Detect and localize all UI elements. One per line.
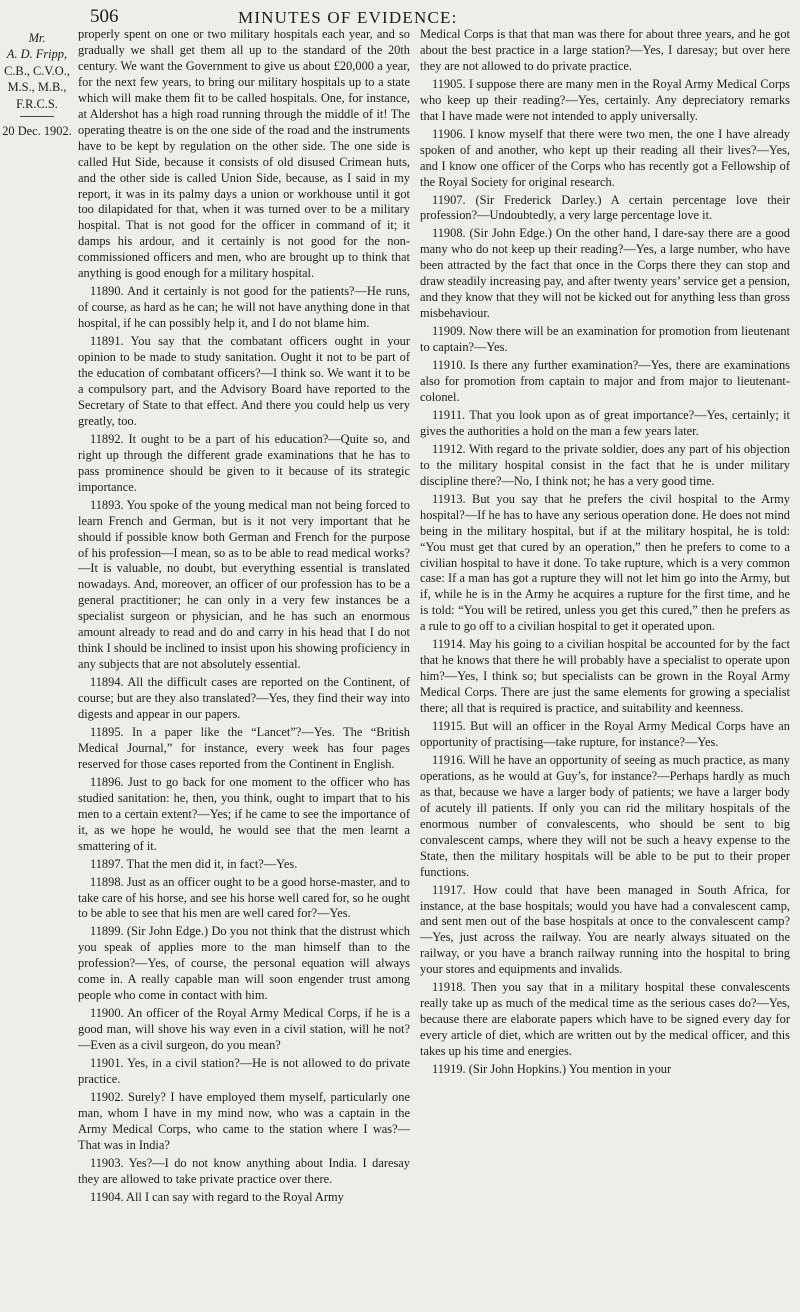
paragraph: 11891. You say that the combatant officers ought in your opinion to be made to study sanitation. Ought it not to be part of the education of combatant officers?—I think so. We want it to be a compulsory part, and the Advisory Board have reported to the Secretary of State to that effect. And there you could help us very greatly, too. <box>78 334 410 428</box>
paragraph: 11906. I know myself that there were two men, the one I have already spoken of and another, who kept up their reading all their lives?—Yes, and I know one officer of the Corps who has recently got a Fellowship of the Royal Society for original research. <box>420 126 790 189</box>
paragraph: 11899. (Sir John Edge.) Do you not think that the distrust which you speak of applies more to the man himself than to the profession?—Yes, of course, the personal equation will always come in. A really capable man will soon engender trust among people who come in contact with him. <box>78 924 410 1003</box>
paragraph: 11915. But will an officer in the Royal Army Medical Corps have an opportunity of practising—take rupture, for instance?—Yes. <box>420 719 790 749</box>
witness-fellowship: F.R.C.S. <box>16 96 58 111</box>
paragraph: 11901. Yes, in a civil station?—He is not allowed to do private practice. <box>78 1056 410 1086</box>
paragraph: 11909. Now there will be an examination for promotion from lieutenant to captain?—Yes. <box>420 324 790 355</box>
page-number: 506 <box>90 6 119 27</box>
paragraph: 11902. Surely? I have employed them myself, particularly one man, whom I have in my mind now, who was a captain in the Army Medical Corps, who came to the station where I was?—That was in India? <box>78 1089 410 1152</box>
running-title: MINUTES OF EVIDENCE: <box>238 8 458 27</box>
paragraph: 11904. All I can say with regard to the Royal Army <box>90 1189 344 1204</box>
witness-margin-note <box>2 30 72 139</box>
paragraph: 11917. How could that have been managed in South Africa, for instance, at the base hospitals; would you have had a convalescent camp, and sent men out of the base hospitals at once to the convalescent camp?—Yes, just across the railway. You are nearly always situated on the railway, or you have a branch railway running into the hospital to bring your stores and equipments and invalids. <box>420 882 790 977</box>
paragraph: 11913. But you say that he prefers the civil hospital to the Army hospital?—If he has to have any serious operation done. He does not mind being in the military hospital, but if at the military hospital, he is told: “You must get that cured by an operation,” then he prefers to come to a civilian hospital to have it done. To take rupture, which is a very common case: If a man has got a rupture they will not let him go into the Army, but if, while he is in the Army he acquires a rupture for the first time, and he is told: “You will be retired, unless you get this cured,” then he prefers as a rule to go off to a civilian hospital to get it operated upon. <box>420 491 790 634</box>
paragraph: 11914. May his going to a civilian hospital be accounted for by the fact that he knows that there he will probably have a specialist to operate upon him?—Yes, I think so; but specialists can be grown in the Royal Army Medical Corps. There are just the same elements for growing a specialist there; all that is required is practice, and suitability and keenness. <box>420 637 790 716</box>
paragraph: 11916. Will he have an opportunity of seeing as much practice, as many operations, as he would at Guy’s, for instance?—Perhaps hardly as much as that, because we have a larger body of patients; we have a larger body of acutely ill patients. If only you can rid the military hospitals of the enormous number of convalescents, who should be sent to big convalescent camps, where they will not be such a heavy expense to the State, then the military hospitals will be able to be put to their proper functions. <box>420 752 790 879</box>
paragraph: 11905. I suppose there are many men in the Royal Army Medical Corps who keep up their reading?—Yes, certainly. Any depreciatory remarks that I have made were not intended to apply universally. <box>420 76 790 123</box>
paragraph: 11898. Just as an officer ought to be a good horse-master, and to take care of his horse, and see his horse well cared for, so he ought to be able to see that his men are well cared for?—Yes. <box>78 874 410 921</box>
paragraph: 11911. That you look upon as of great importance?—Yes, certainly; it gives the authorities a hold on the man a few years later. <box>420 407 790 438</box>
paragraph: Medical Corps is that that man was there for about three years, and he got about the best practice in a large station?—Yes, I daresay; but over here they are not allowed to do private practice. <box>420 27 790 73</box>
witness-honours: C.B., C.V.O., <box>4 63 70 78</box>
right-column <box>420 27 790 1080</box>
paragraph: 11894. All the difficult cases are reported on the Continent, of course; but are they also translated?—Yes, they find their way into digests and appear in our papers. <box>78 675 410 722</box>
evidence-date: 20 Dec. 1902. <box>2 124 72 139</box>
witness-title: Mr. <box>28 31 46 45</box>
paragraph: 11895. In a paper like the “Lancet”?—Yes. The “British Medical Journal,” for instance, every week has four pages reserved for those cases reported from the Continent in English. <box>78 724 410 771</box>
paragraph: 11896. Just to go back for one moment to the officer who has studied sanitation: he, then, you think, ought to impart that to his men to a certain extent?—Yes; if he came to see the importance of it, as we hope he would, he would see that the men learnt a smattering of it. <box>78 774 410 853</box>
paragraph: 11907. (Sir Frederick Darley.) A certain percentage love their profession?—Undoubtedly, a very large percentage love it. <box>420 192 790 223</box>
left-column <box>78 27 410 1208</box>
paragraph: 11897. That the men did it, in fact?—Yes. <box>90 856 298 871</box>
paragraph: 11900. An officer of the Royal Army Medical Corps, if he is a good man, will shove his way even in a civil station, will he not?—Even as a civil surgeon, do you mean? <box>78 1006 410 1053</box>
paragraph: 11912. With regard to the private soldier, does any part of his objection to the military hospital consist in the fact that he is under military discipline there?—No, I think not; he has a very good time. <box>420 441 790 488</box>
paragraph: 11919. (Sir John Hopkins.) You mention in your <box>432 1062 672 1077</box>
paragraph: 11892. It ought to be a part of his education?—Quite so, and right up through the different grade examinations that he has to pass prominence should be given to it because of its strategic importance. <box>78 431 410 494</box>
paragraph: 11890. And it certainly is not good for the patients?—He runs, of course, as hard as he can; he will not have anything done in that hospital, if he can possibly help it, and I do not blame him. <box>78 284 410 331</box>
paragraph: 11910. Is there any further examination?—Yes, there are examinations also for promotion from captain to major and from major to lieutenant-colonel. <box>420 358 790 404</box>
paragraph: 11918. Then you say that in a military hospital these convalescents really take up as much of the medical time as the serious cases do?—Yes, because there are elaborate papers which have to be signed every day for every article of diet, which are written out by the medical officer, and this takes up his time and energies. <box>420 980 790 1059</box>
witness-name: A. D. Fripp, <box>6 47 68 62</box>
margin-rule <box>20 116 54 117</box>
paragraph: 11908. (Sir John Edge.) On the other hand, I dare-say there are a good many who do not keep up their reading?—Yes, a large number, who have been attracted by the fact that once in the Corps there they can stop and draw steadily increasing pay, and after twenty years’ service get a pension, and they know that they will not be kicked out for anything less than gross misbehaviour. <box>420 226 790 321</box>
paragraph: 11903. Yes?—I do not know anything about India. I daresay they are allowed to take private practice over there. <box>78 1155 410 1186</box>
witness-degrees: M.S., M.B., <box>7 80 67 95</box>
paragraph: 11893. You spoke of the young medical man not being forced to learn French and German, but is it not very important that he should if possible know both German and French for the purpose of his profession—I mean, so as to be able to read medical works?—It is valuable, no doubt, but everything essential is translated nowadays. And, moreover, an officer of our profession has to be a general practitioner; he can only in a very few instances be a specialist surgeon or physician, and he has such an enormous amount already to read and do and carry in his head that I do not think I should be inclined to insist upon his showing proficiency in any subjects that are not absolutely essential. <box>78 497 410 672</box>
paragraph: properly spent on one or two military hospitals each year, and so gradually we shall get them all up to the standard of the 20th century. We want the Government to give us about £20,000 a year, for the next few years, to bring our military hospitals up to a state which will make them fit to be called hospitals. One, for instance, at Aldershot has a high road running through the middle of it! The operating theatre is on the one side of the road and the instruments have to be kept by regulation on the other side. The one side is called Hut Side, because it consists of old disused Crimean huts, and the other side is called Union Side, because, as I said in my report, it was in its palmy days a union or workhouse until it got too dilapidated for that, when it was turned over to be a military hospital. That is not good for the officer in command of it; it damps his ardour, and it certainly is not good for the non-commissioned officers and men, who are brought up to think that anything is good enough for a military hospital. <box>78 27 410 281</box>
